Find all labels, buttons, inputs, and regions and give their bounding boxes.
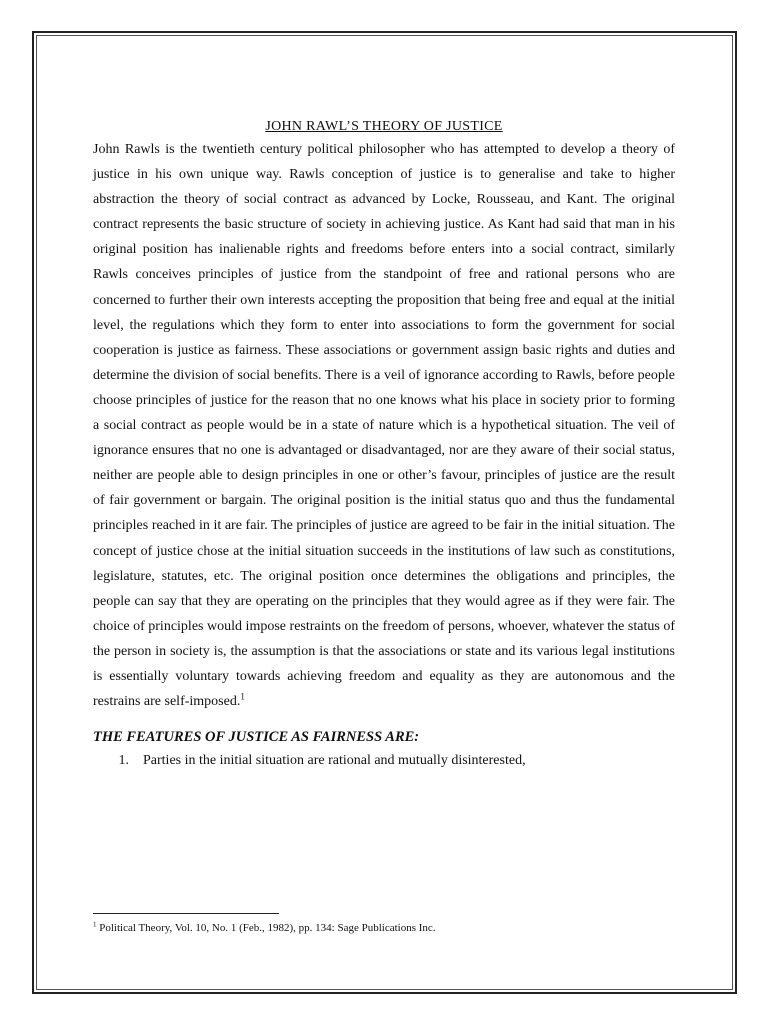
section-heading: THE FEATURES OF JUSTICE AS FAIRNESS ARE: xyxy=(93,729,420,746)
footnote-divider xyxy=(93,913,279,914)
footnote-text: Political Theory, Vol. 10, No. 1 (Feb., 1982), pp. 134: Sage Publications Inc. xyxy=(99,922,436,934)
body-paragraph xyxy=(93,137,675,714)
document-content xyxy=(93,117,675,772)
list-item-number: 1. xyxy=(118,753,129,769)
feature-list xyxy=(93,750,675,772)
footnote-marker: 1 xyxy=(93,920,97,929)
list-item-text: Parties in the initial situation are rational and mutually disinterested, xyxy=(143,753,526,769)
footnote xyxy=(93,920,436,936)
document-title: JOHN RAWL’S THEORY OF JUSTICE xyxy=(265,119,503,134)
body-paragraph-text: John Rawls is the twentieth century political philosopher who has attempted to develop a theory of justice in his own unique way. Rawls conception of justice is to generalise and take to higher abstraction the theory of social contract as advanced by Locke, Rousseau, and Kant. The original contract represents the basic structure of society in achieving justice. As Kant had said that man in his original position has inalienable rights and freedoms before enters into a social contract, similarly Rawls conceives principles of justice from the standpoint of free and rational persons who are concerned to further their own interests accepting the proposition that being free and equal at the initial level, the regulations which they form to enter into associations to form the government for social cooperation is justice as fairness. These associations or government assign basic rights and duties and determine the division of social benefits. There is a veil of ignorance according to Rawls, before people choose principles of justice for the reason that no one knows what his place in society prior to forming a social contract as people would be in a state of nature which is a hypothetical situation. The veil of ignorance ensures that no one is advantaged or disadvantaged, nor are they aware of their social status, neither are people able to design principles in one or other’s favour, principles of justice are the result of fair government or bargain. The original position is the initial status quo and thus the fundamental principles reached in it are fair. The principles of justice are agreed to be fair in the initial situation. The concept of justice chose at the initial situation succeeds in the institutions of law such as constitutions, legislature, statutes, etc. The original position once determines the obligations and principles, the people can say that they are operating on the principles that they would agree as if they were fair. The choice of principles would impose restraints on the freedom of persons, whoever, whatever the status of the person in society is, the assumption is that the associations or state and its various legal institutions is essentially voluntary towards achieving freedom and equality as they are autonomous and the restrains are self-imposed. xyxy=(93,142,675,710)
list-item xyxy=(93,750,675,772)
footnote-reference: 1 xyxy=(240,691,245,702)
